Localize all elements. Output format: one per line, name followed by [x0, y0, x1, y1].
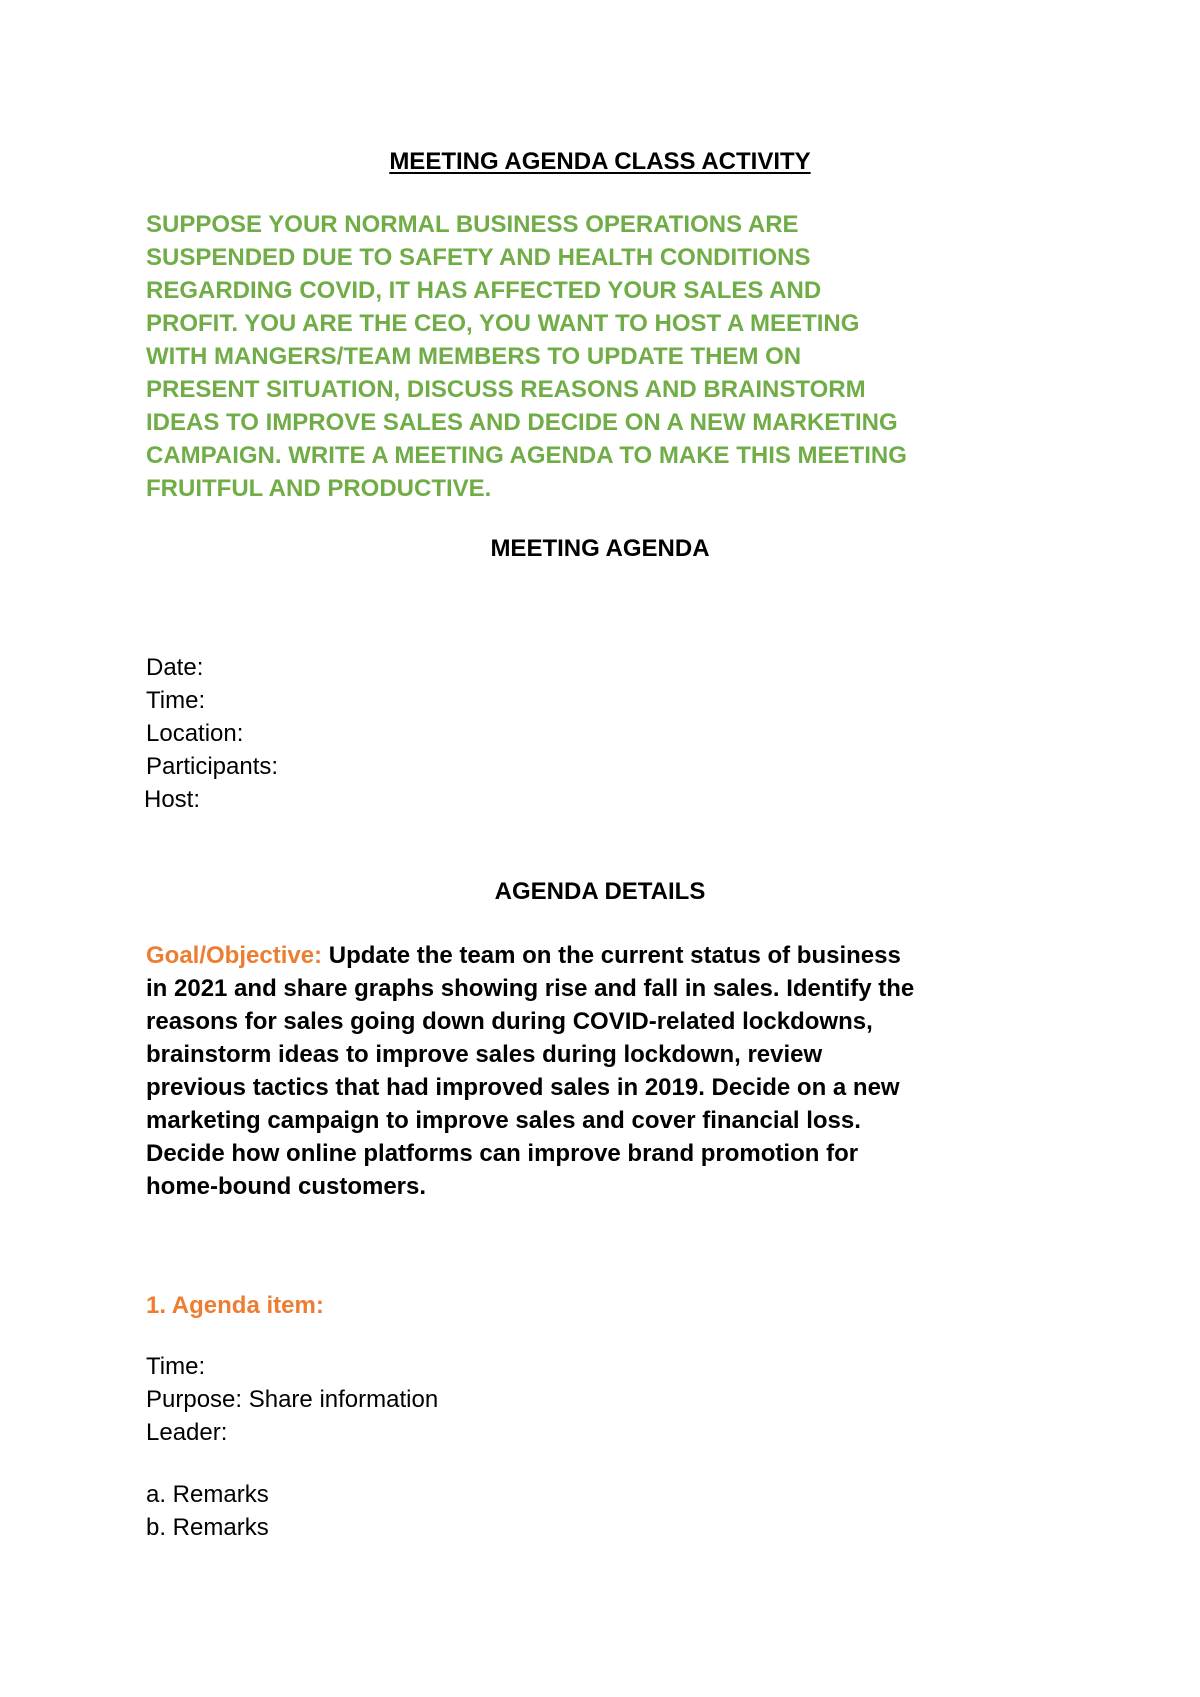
remark-b: b. Remarks [146, 1514, 269, 1541]
agenda-item-leader: Leader: [146, 1419, 228, 1446]
goal-objective-text: Update the team on the current status of business in 2021 and share graphs showing rise and fall in sales. Identify the reasons for sales going down during COVID-related lockdowns, brainstorm ideas to improve sales during lockdown, review previous tactics that had improved sales in 2019. Decide on a new marketing campaign to improve sales and cover financial loss. Decide how online platforms can improve brand promotion for home-bound customers. [146, 942, 915, 1200]
activity-prompt: SUPPOSE YOUR NORMAL BUSINESS OPERATIONS ARE SUSPENDED DUE TO SAFETY AND HEALTH CONDITIONS REGARDING COVID, IT HAS AFFECTED YOUR SALES AND PROFIT. YOU ARE THE CEO, YOU WANT TO HOST A MEETING WITH MANGERS/TEAM MEMBERS TO UPDATE THEM ON PRESENT SITUATION, DISCUSS REASONS AND BRAINSTORM IDEAS TO IMPROVE SALES AND DECIDE ON A NEW MARKETING CAMPAIGN. WRITE A MEETING AGENDA TO MAKE THIS MEETING FRUITFUL AND PRODUCTIVE. [146, 211, 907, 502]
location-field-label: Location: [146, 720, 244, 747]
time-field-label: Time: [146, 687, 206, 714]
agenda-details-heading: AGENDA DETAILS [494, 878, 706, 905]
meeting-info-list [146, 651, 278, 816]
goal-objective-label: Goal/Objective: [146, 942, 323, 969]
participants-field-label: Participants: [146, 753, 279, 780]
date-field-label: Date: [146, 654, 204, 681]
document-title: MEETING AGENDA CLASS ACTIVITY [389, 148, 811, 175]
meeting-agenda-heading: MEETING AGENDA [490, 535, 710, 562]
remark-a: a. Remarks [146, 1481, 269, 1508]
agenda-item-time: Time: [146, 1353, 206, 1380]
agenda-item-1-details [146, 1350, 438, 1449]
agenda-item-purpose: Purpose: Share information [146, 1386, 439, 1413]
agenda-item-1-title: 1. Agenda item: [146, 1292, 324, 1319]
goal-objective-paragraph [146, 939, 1076, 1203]
agenda-item-1-remarks [146, 1478, 269, 1544]
host-field-label: Host: [144, 786, 201, 813]
